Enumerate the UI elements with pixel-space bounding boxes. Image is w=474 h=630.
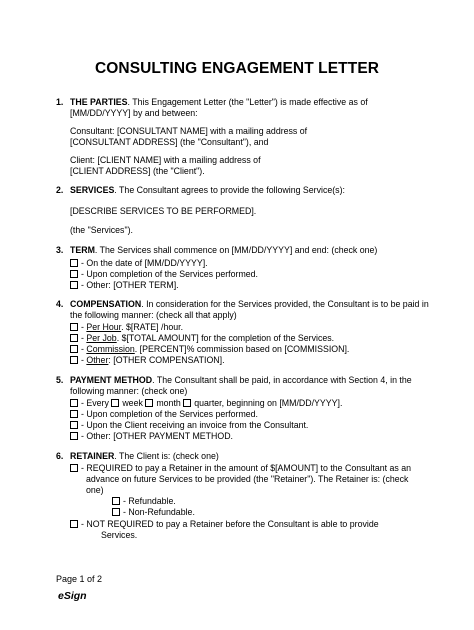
- checkbox[interactable]: [70, 334, 78, 342]
- section-2-line-1: [70, 185, 345, 196]
- section-4-heading: COMPENSATION: [70, 299, 142, 309]
- term-option-1-label: - On the date of [MM/DD/YYYY].: [81, 258, 208, 268]
- payment-option-2-label: - Upon completion of the Services performed.: [81, 409, 258, 419]
- checkbox[interactable]: [70, 399, 78, 407]
- retainer-not-required-line-1: [70, 519, 379, 530]
- per-hour-label: Per Hour: [86, 322, 122, 332]
- esign-logo: eSign: [58, 590, 87, 602]
- checkbox[interactable]: [112, 508, 120, 516]
- section-2-number: 2.: [56, 185, 64, 195]
- checkbox[interactable]: [70, 270, 78, 278]
- payment-option-3: [70, 420, 308, 431]
- section-6-number: 6.: [56, 451, 64, 461]
- quarter-label: quarter, beginning on [MM/DD/YYYY].: [194, 398, 343, 408]
- section-5-number: 5.: [56, 375, 64, 385]
- refundable-label: - Refundable.: [123, 496, 176, 506]
- checkbox[interactable]: [70, 356, 78, 364]
- checkbox[interactable]: [70, 464, 78, 472]
- section-3-line-1: [70, 245, 377, 256]
- section-3-text: . The Services shall commence on [MM/DD/YYYY] and end: (check one): [94, 245, 378, 255]
- commission-text: . [PERCENT]% commission based on [COMMISSION].: [134, 344, 350, 354]
- section-1-number: 1.: [56, 97, 64, 107]
- section-3-heading: TERM: [70, 245, 95, 255]
- term-option-3: [70, 280, 179, 291]
- checkbox[interactable]: [111, 399, 119, 407]
- services-description: [DESCRIBE SERVICES TO BE PERFORMED].: [70, 206, 257, 216]
- section-4-number: 4.: [56, 299, 64, 309]
- compensation-option-4: [70, 355, 225, 366]
- section-6-line-1: [70, 451, 219, 462]
- checkbox[interactable]: [70, 281, 78, 289]
- section-4-line-1: [70, 299, 429, 310]
- dash: -: [81, 333, 87, 343]
- document-title: CONSULTING ENGAGEMENT LETTER: [94, 60, 380, 77]
- term-option-2: [70, 269, 258, 280]
- week-label: week: [122, 398, 143, 408]
- retainer-required-line-1: [70, 463, 411, 474]
- section-4-text: . In consideration for the Services provided, the Consultant is to be paid in: [141, 299, 429, 309]
- checkbox[interactable]: [183, 399, 191, 407]
- checkbox[interactable]: [70, 323, 78, 331]
- checkbox[interactable]: [70, 410, 78, 418]
- retainer-not-required-label: - NOT REQUIRED to pay a Retainer before the Consultant is able to provide: [81, 519, 379, 529]
- term-option-2-label: - Upon completion of the Services performed.: [81, 269, 258, 279]
- term-option-3-label: - Other: [OTHER TERM].: [81, 280, 179, 290]
- payment-option-4-label: - Other: [OTHER PAYMENT METHOD.: [81, 431, 234, 441]
- payment-option-3-label: - Upon the Client receiving an invoice from the Consultant.: [81, 420, 309, 430]
- compensation-option-3: [70, 344, 349, 355]
- section-2-text: . The Consultant agrees to provide the following Service(s):: [114, 185, 345, 195]
- dash: -: [81, 322, 87, 332]
- consultant-line-1: Consultant: [CONSULTANT NAME] with a mailing address of: [70, 126, 308, 136]
- dash: -: [81, 355, 87, 365]
- other-text: : [OTHER COMPENSATION].: [108, 355, 225, 365]
- client-line-1: Client: [CLIENT NAME] with a mailing address of: [70, 155, 261, 165]
- checkbox[interactable]: [70, 520, 78, 528]
- term-option-1: [70, 258, 208, 269]
- payment-option-4: [70, 431, 233, 442]
- compensation-option-1: [70, 322, 183, 333]
- per-job-text: . $[TOTAL AMOUNT] for the completion of the Services.: [116, 333, 335, 343]
- section-6-text: . The Client is: (check one): [114, 451, 219, 461]
- retainer-required-label: - REQUIRED to pay a Retainer in the amount of $[AMOUNT] to the Consultant as an: [81, 463, 412, 473]
- consultant-line-2: [CONSULTANT ADDRESS] (the "Consultant"), and: [70, 137, 269, 147]
- payment-option-1: [70, 398, 342, 409]
- per-hour-text: . $[RATE] /hour.: [121, 322, 184, 332]
- section-1-heading: THE PARTIES: [70, 97, 128, 107]
- commission-label: Commission: [86, 344, 135, 354]
- payment-option-2: [70, 409, 258, 420]
- section-5-text: . The Consultant shall be paid, in accordance with Section 4, in the: [152, 375, 412, 385]
- retainer-required-line-2: advance on future Services to be provided (the "Retainer"). The Retainer is: (check: [86, 474, 409, 484]
- section-2-heading: SERVICES: [70, 185, 115, 195]
- services-label: (the "Services").: [70, 225, 133, 235]
- checkbox[interactable]: [70, 421, 78, 429]
- retainer-required-line-3: one): [86, 485, 104, 495]
- section-4-line-2: the following manner: (check all that apply): [70, 310, 237, 320]
- checkbox[interactable]: [70, 432, 78, 440]
- refundable-option: [112, 496, 176, 507]
- month-label: month: [156, 398, 181, 408]
- section-5-heading: PAYMENT METHOD: [70, 375, 153, 385]
- section-5-line-1: [70, 375, 412, 386]
- section-6-heading: RETAINER: [70, 451, 115, 461]
- compensation-option-2: [70, 333, 334, 344]
- nonrefundable-label: - Non-Refundable.: [123, 507, 195, 517]
- section-5-line-2: following manner: (check one): [70, 386, 188, 396]
- per-job-label: Per Job: [86, 333, 117, 343]
- every-label: - Every: [81, 398, 109, 408]
- checkbox[interactable]: [70, 259, 78, 267]
- section-1-line-1: [70, 97, 368, 108]
- page-number: Page 1 of 2: [56, 574, 103, 584]
- checkbox[interactable]: [112, 497, 120, 505]
- checkbox[interactable]: [70, 345, 78, 353]
- section-1-text: . This Engagement Letter (the "Letter") is made effective as of: [127, 97, 368, 107]
- checkbox[interactable]: [145, 399, 153, 407]
- section-1-line-2: [MM/DD/YYYY] by and between:: [70, 108, 198, 118]
- section-3-number: 3.: [56, 245, 64, 255]
- other-label: Other: [86, 355, 109, 365]
- retainer-not-required-line-2: Services.: [101, 530, 138, 540]
- client-line-2: [CLIENT ADDRESS] (the "Client").: [70, 166, 205, 176]
- nonrefundable-option: [112, 507, 195, 518]
- dash: -: [81, 344, 87, 354]
